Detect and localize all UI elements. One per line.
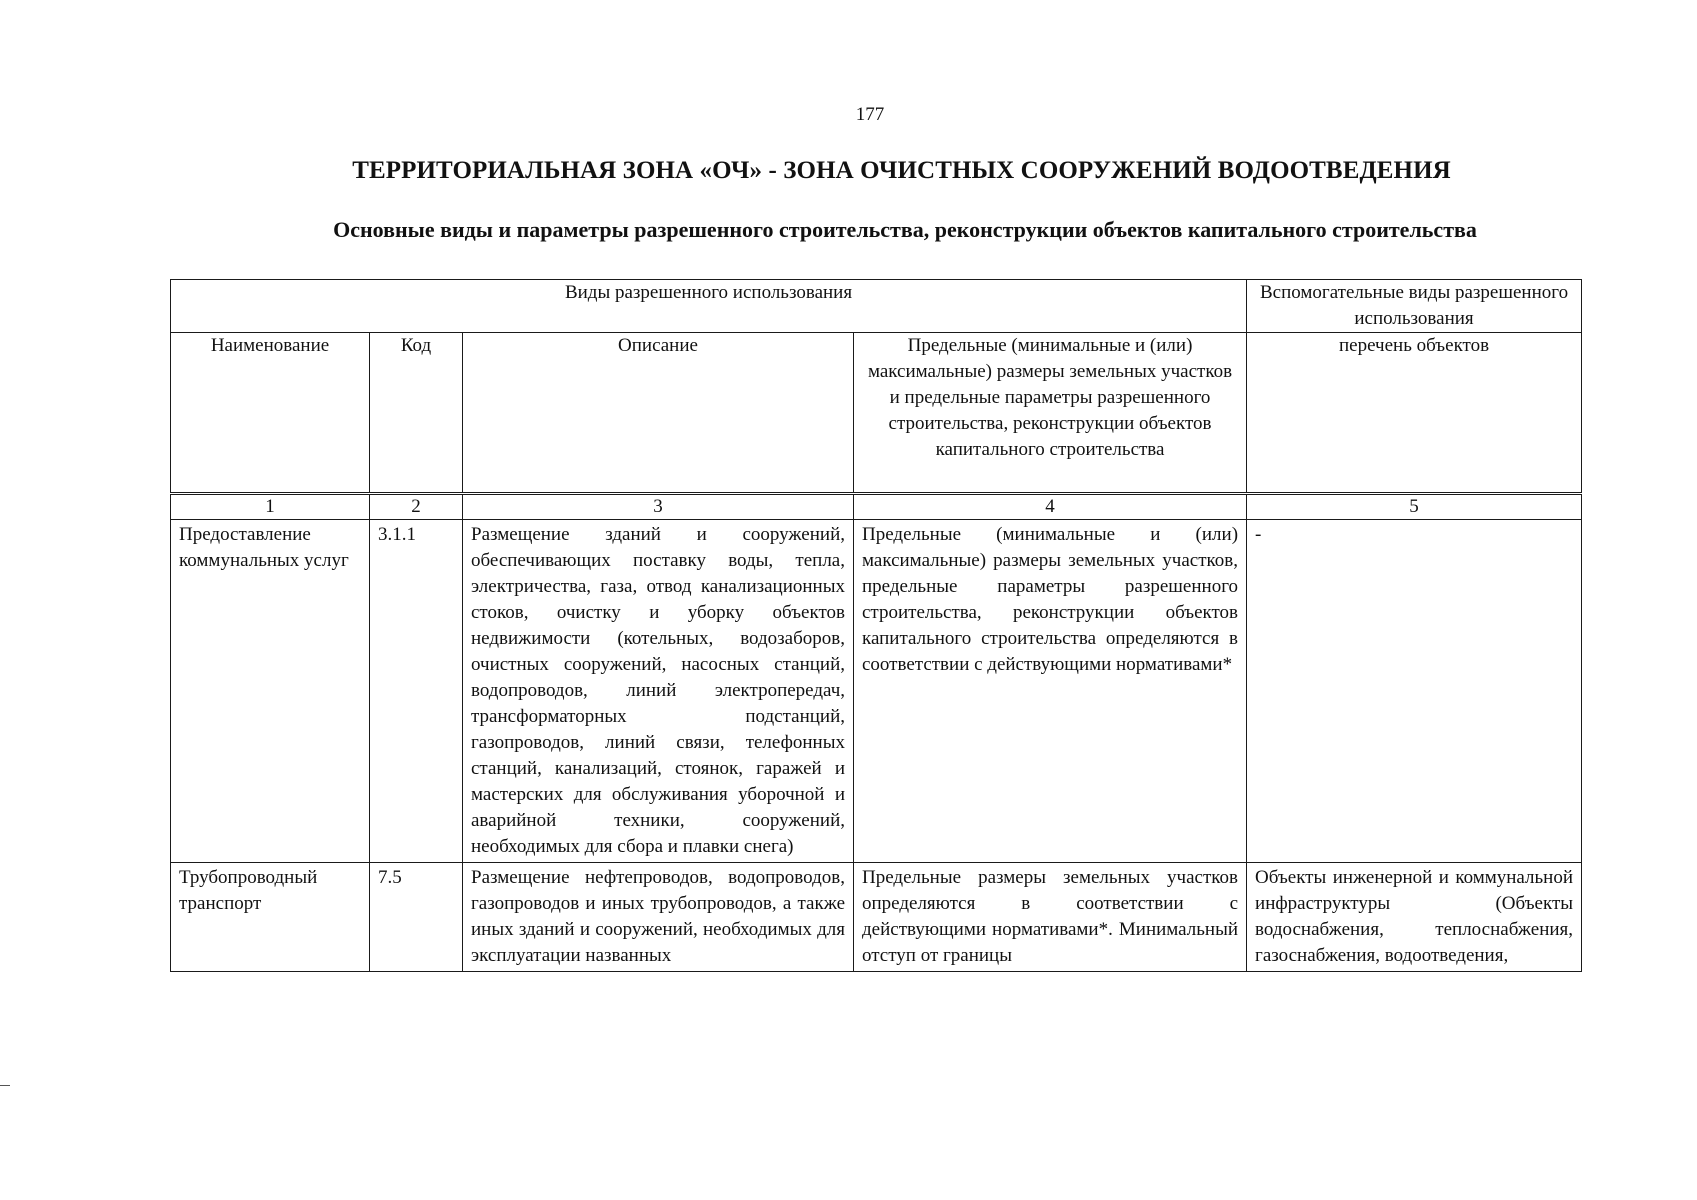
scan-edge-mark — [0, 1085, 10, 1086]
column-header-objects: перечень объектов — [1247, 333, 1582, 494]
permitted-use-table — [170, 279, 1582, 972]
column-number: 2 — [370, 494, 463, 520]
column-header-description: Описание — [463, 333, 854, 494]
row-limits: Предельные (минимальные и (или) максимальные) размеры земельных участков, предельные параметры разрешенного строительства, реконструкции объектов капитального строительства определяются в соответствии с действующими нормативами* — [854, 520, 1247, 863]
row-code: 3.1.1 — [370, 520, 463, 863]
page-number: 177 — [855, 104, 885, 125]
column-number: 4 — [854, 494, 1247, 520]
row-description: Размещение зданий и сооружений, обеспечивающих поставку воды, тепла, электричества, газа, отвод канализационных стоков, очистку и уборку объектов недвижимости (котельных, водозаборов, очистных сооружений, насосных станций, водопроводов, линий электропередач, трансформаторных подстанций, газопроводов, линий связи, телефонных станций, канализаций, стоянок, гаражей и мастерских для обслуживания уборочной и аварийной техники, сооружений, необходимых для сбора и плавки снега) — [463, 520, 854, 863]
column-header-limits: Предельные (минимальные и (или) максимальные) размеры земельных участков и предельные параметры разрешенного строительства, реконструкции объектов капитального строительства — [854, 333, 1247, 494]
column-number: 5 — [1247, 494, 1582, 520]
header-auxiliary-uses: Вспомогательные виды разрешенного использования — [1247, 280, 1582, 333]
column-header-row — [171, 333, 1582, 494]
row-limits: Предельные размеры земельных участков определяются в соответствии с действующими нормативами*. Минимальный отступ от границы — [854, 863, 1247, 972]
row-objects: - — [1247, 520, 1582, 863]
table-row — [171, 863, 1582, 972]
header-permitted-uses: Виды разрешенного использования — [171, 280, 1247, 333]
column-number: 1 — [171, 494, 370, 520]
table-row — [171, 520, 1582, 863]
row-name: Трубопроводный транспорт — [171, 863, 370, 972]
column-header-code: Код — [370, 333, 463, 494]
group-header-row — [171, 280, 1582, 333]
row-code: 7.5 — [370, 863, 463, 972]
column-number-row — [171, 494, 1582, 520]
table-subtitle: Основные виды и параметры разрешенного строительства, реконструкции объектов капитального строительства — [333, 217, 1477, 242]
row-description: Размещение нефтепроводов, водопроводов, газопроводов и иных трубопроводов, а также иных зданий и сооружений, необходимых для эксплуатации названных — [463, 863, 854, 972]
page-title: ТЕРРИТОРИАЛЬНАЯ ЗОНА «ОЧ» - ЗОНА ОЧИСТНЫХ СООРУЖЕНИЙ ВОДООТВЕДЕНИЯ — [352, 157, 1451, 184]
row-name: Предоставление коммунальных услуг — [171, 520, 370, 863]
column-header-name: Наименование — [171, 333, 370, 494]
column-number: 3 — [463, 494, 854, 520]
row-objects: Объекты инженерной и коммунальной инфраструктуры (Объекты водоснабжения, теплоснабжения, газоснабжения, водоотведения, — [1247, 863, 1582, 972]
